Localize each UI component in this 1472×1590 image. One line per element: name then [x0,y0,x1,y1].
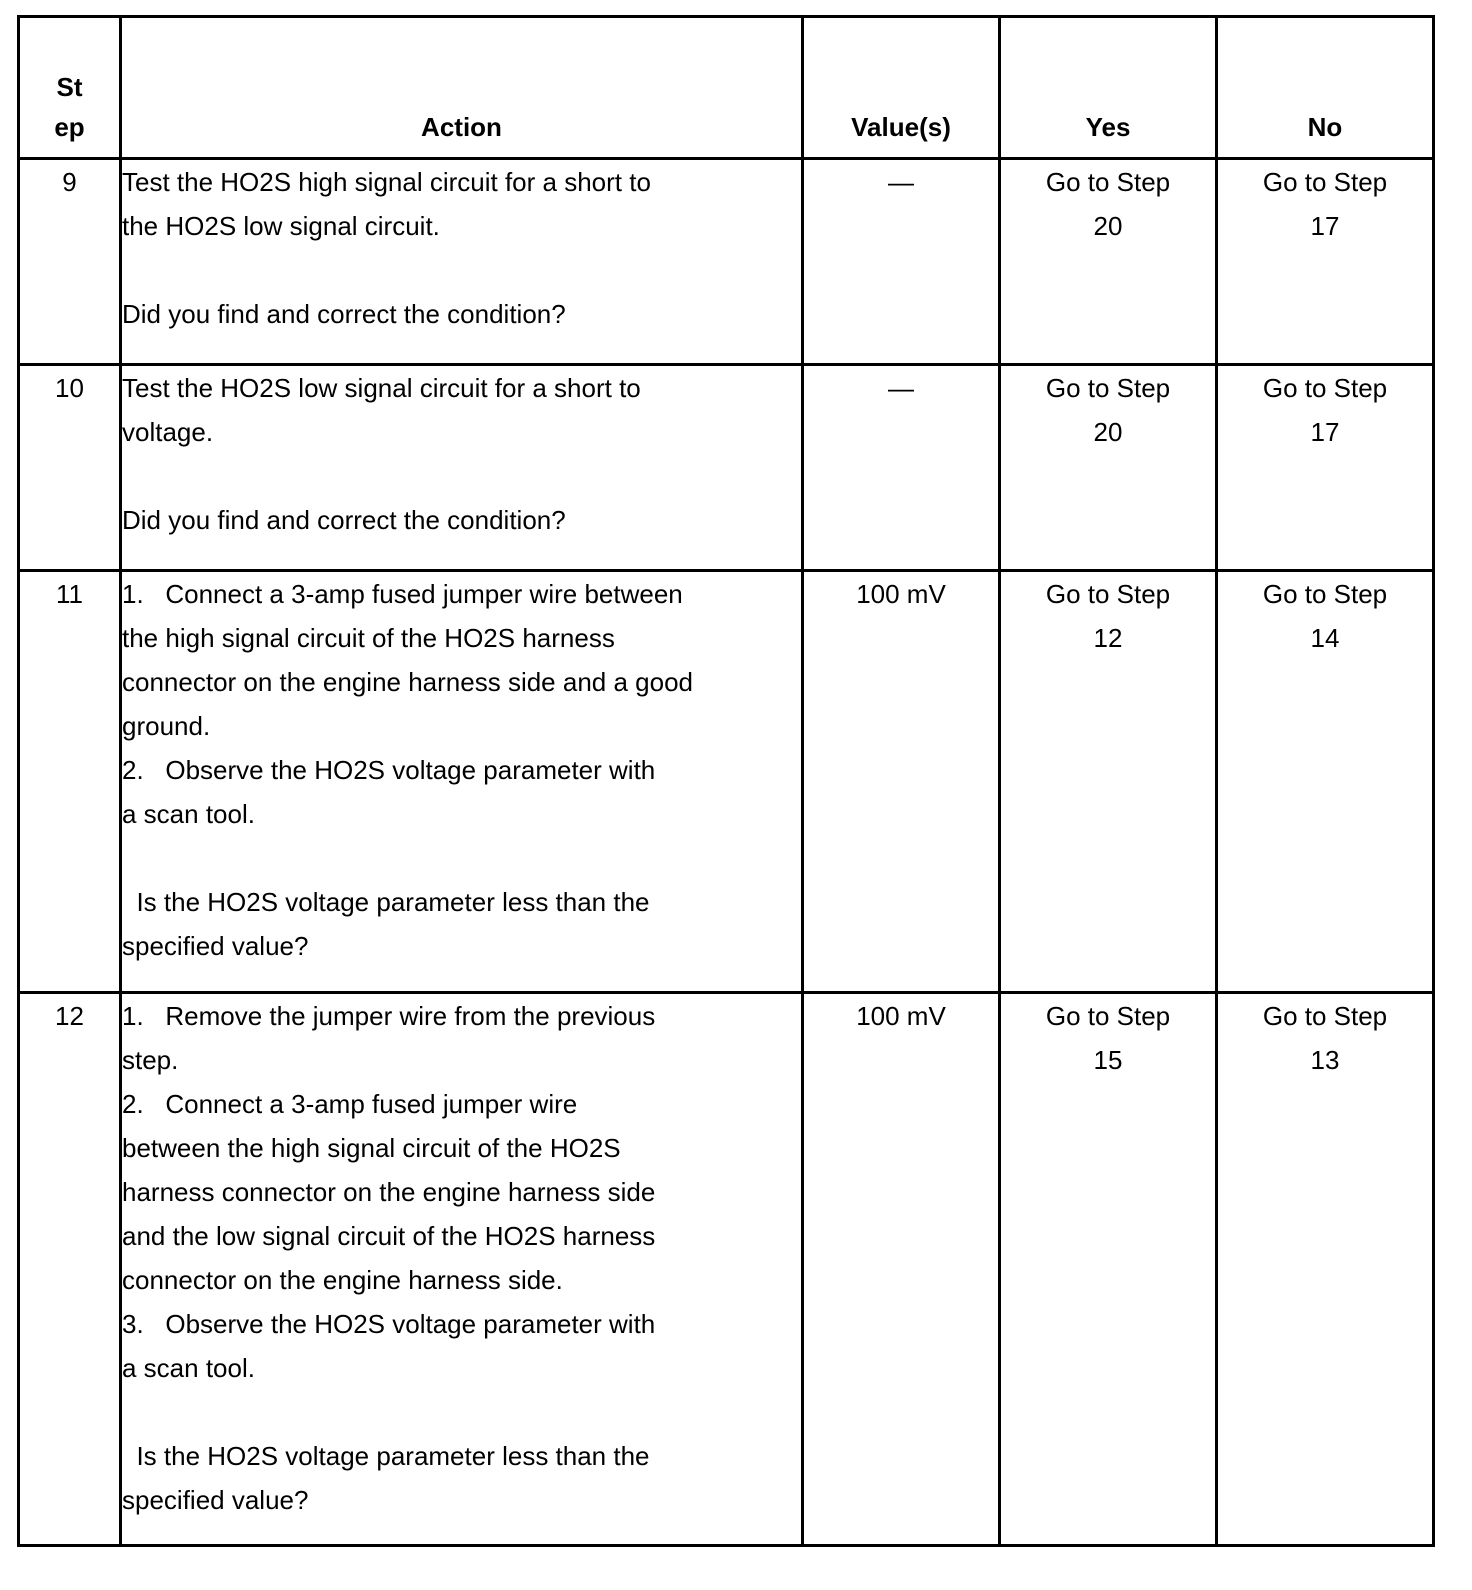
yes-cell [1000,159,1217,365]
item-number: 1. [122,1001,144,1031]
item-text: Connect a 3-amp fused jumper wire between [165,579,683,609]
value-cell: 100 mV [803,993,1000,1546]
header-values: Value(s) [803,17,1000,159]
action-line: a scan tool. [122,1353,255,1383]
action-cell [121,365,803,571]
action-question: Is the HO2S voltage parameter less than the [129,887,650,917]
action-item-3 [122,1302,801,1346]
yes-label: Go to Step [1045,579,1171,609]
diagnostic-table [17,15,1435,1547]
yes-label: Go to Step [1045,1001,1171,1031]
action-line: connector on the engine harness side. [122,1265,563,1295]
action-cell [121,571,803,993]
item-text: Observe the HO2S voltage parameter with [165,1309,656,1339]
item-text: Observe the HO2S voltage parameter with [165,755,656,785]
action-item-2 [122,1082,801,1126]
value-cell: — [803,365,1000,571]
step-number: 10 [19,365,121,571]
yes-step: 20 [1093,417,1123,447]
action-line: Test the HO2S low signal circuit for a short to [122,373,641,403]
action-question: Did you find and correct the condition? [122,505,566,535]
action-line: voltage. [122,417,214,447]
no-cell [1217,365,1434,571]
step-number: 11 [19,571,121,993]
yes-cell [1000,571,1217,993]
item-number: 2. [122,755,144,785]
action-line: ground. [122,711,211,741]
action-question: Is the HO2S voltage parameter less than the [129,1441,650,1471]
action-item-1 [122,572,801,616]
action-item-2 [122,748,801,792]
action-line: harness connector on the engine harness side [122,1177,656,1207]
action-question-line: specified value? [122,1485,309,1515]
yes-cell [1000,365,1217,571]
action-question: Did you find and correct the condition? [122,299,566,329]
item-text: Connect a 3-amp fused jumper wire [165,1089,578,1119]
table-row-step-12 [19,993,1434,1546]
yes-step: 15 [1093,1045,1123,1075]
header-step-line-2: ep [54,112,85,142]
no-cell [1217,993,1434,1546]
item-number: 2. [122,1089,144,1119]
action-line: step. [122,1045,179,1075]
yes-label: Go to Step [1045,373,1171,403]
header-no: No [1217,17,1434,159]
value-cell: — [803,159,1000,365]
no-step: 13 [1310,1045,1340,1075]
header-step-line-1: St [56,72,83,102]
step-number: 12 [19,993,121,1546]
no-step: 17 [1310,211,1340,241]
yes-cell [1000,993,1217,1546]
action-cell [121,159,803,365]
action-item-1 [122,994,801,1038]
no-step: 17 [1310,417,1340,447]
action-line: Test the HO2S high signal circuit for a short to [122,167,651,197]
item-number: 3. [122,1309,144,1339]
value-cell: 100 mV [803,571,1000,993]
action-line: between the high signal circuit of the HO2S [122,1133,621,1163]
action-cell [121,993,803,1546]
table-row-step-11 [19,571,1434,993]
no-cell [1217,159,1434,365]
yes-label: Go to Step [1045,167,1171,197]
action-line: connector on the engine harness side and a good [122,667,693,697]
action-line: the HO2S low signal circuit. [122,211,440,241]
item-number: 1. [122,579,144,609]
yes-step: 12 [1093,623,1123,653]
header-yes: Yes [1000,17,1217,159]
action-line: and the low signal circuit of the HO2S harness [122,1221,656,1251]
action-line: a scan tool. [122,799,255,829]
step-number: 9 [19,159,121,365]
no-label: Go to Step [1262,579,1388,609]
header-action: Action [121,17,803,159]
no-label: Go to Step [1262,1001,1388,1031]
item-text: Remove the jumper wire from the previous [165,1001,656,1031]
no-step: 14 [1310,623,1340,653]
yes-step: 20 [1093,211,1123,241]
no-cell [1217,571,1434,993]
table-row-step-9 [19,159,1434,365]
no-label: Go to Step [1262,373,1388,403]
no-label: Go to Step [1262,167,1388,197]
action-line: the high signal circuit of the HO2S harness [122,623,615,653]
header-row [19,17,1434,159]
table-row-step-10 [19,365,1434,571]
header-step [19,17,121,159]
action-question-line: specified value? [122,931,309,961]
